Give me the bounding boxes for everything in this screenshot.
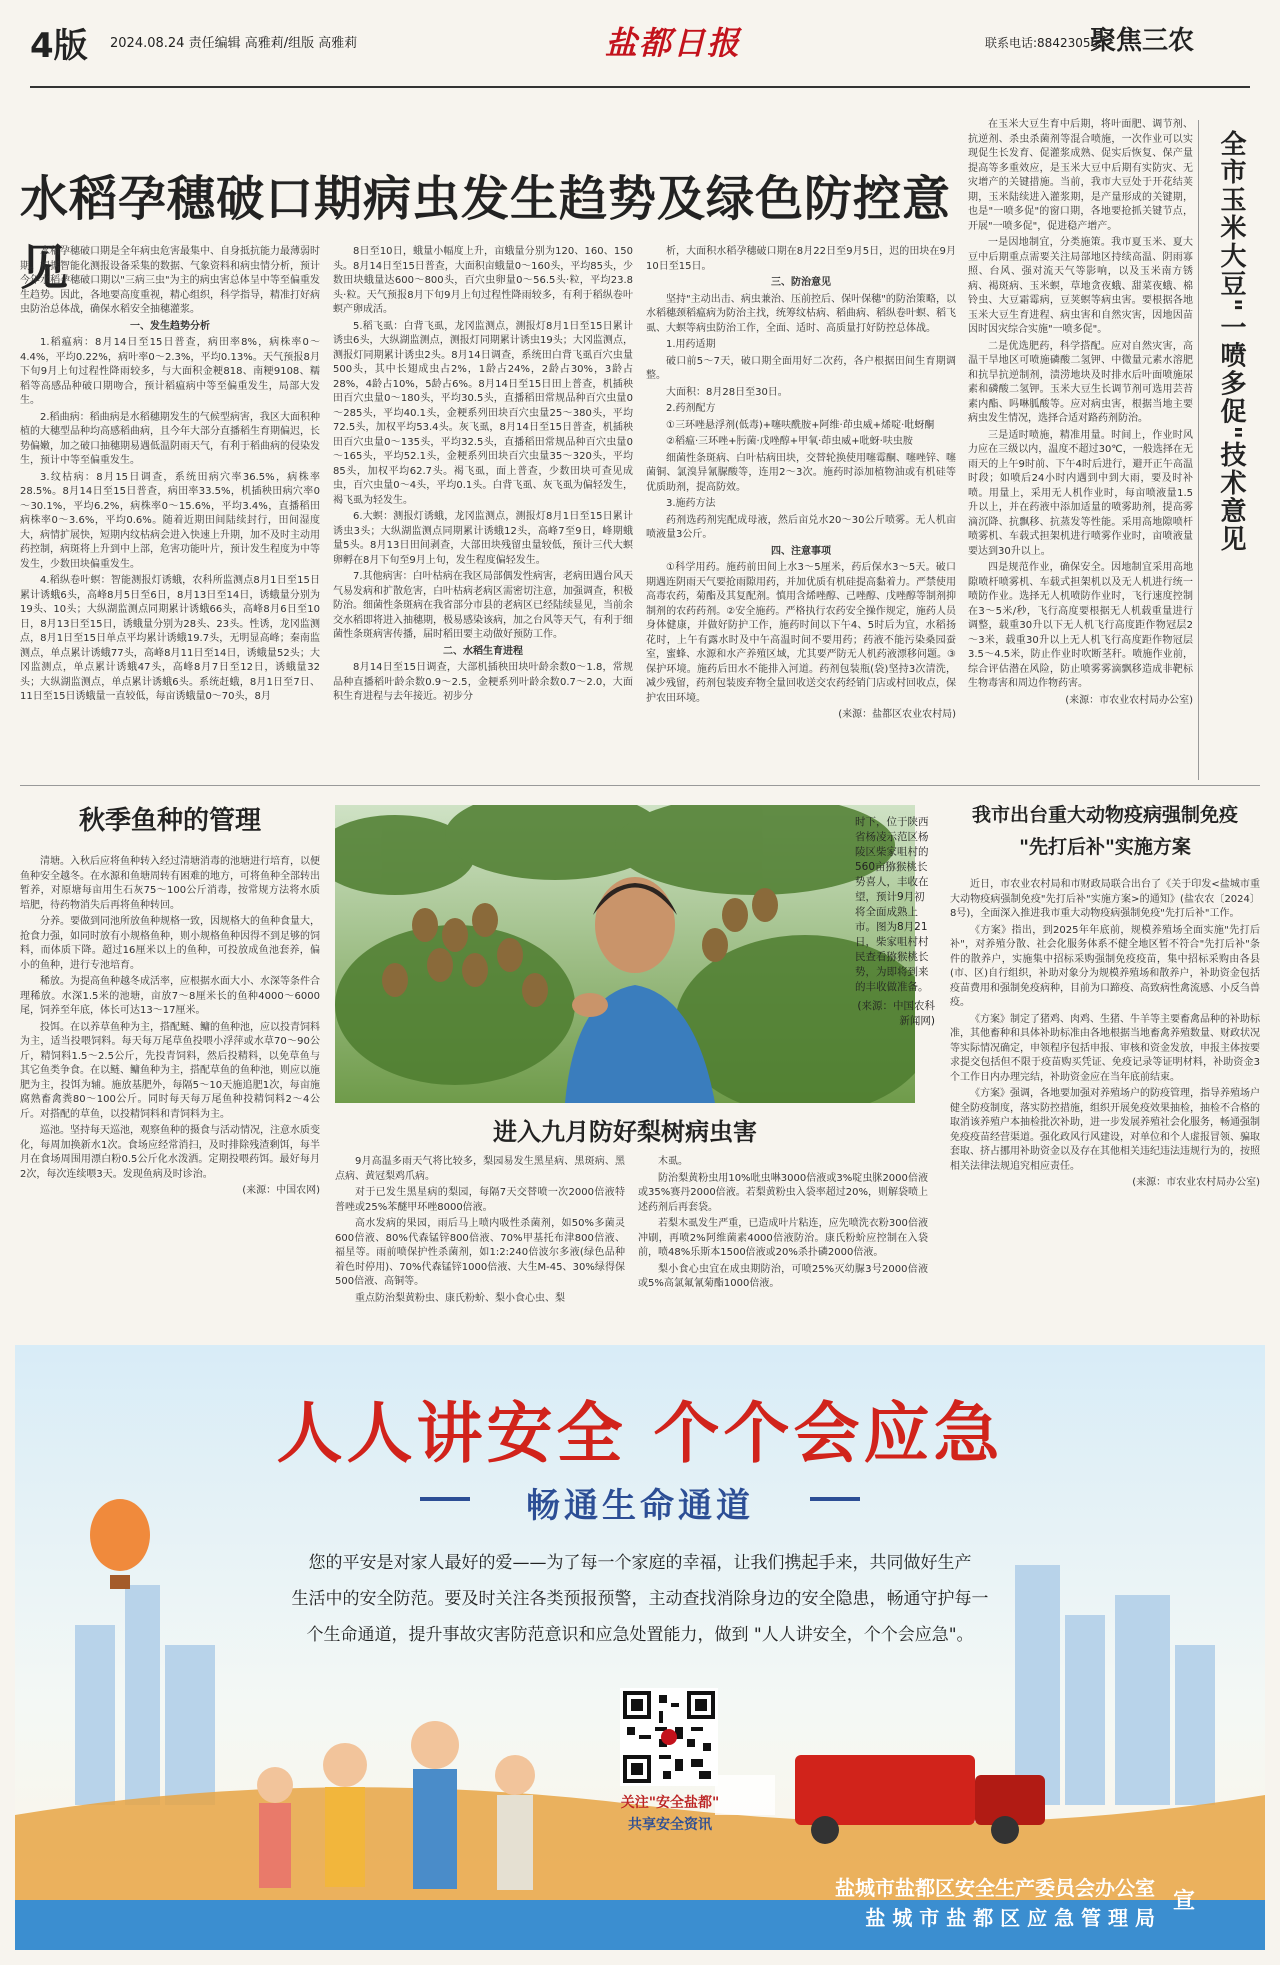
vaccine-article-title-1: 我市出台重大动物疫病强制免疫 [971, 804, 1238, 826]
paragraph: 3.纹枯病：8月15日调查，系统田病穴率36.5%，病株率28.5%。8月14日至15日普查，病田率33.5%，机插秧田病穴率0～30.1%，平均6.2%，病株率0～15.6%，平均3.4%，直播稻田病株率0～3.6%，平均0.6%。随着近期田间陆续封行，田间湿度大，病情扩展快，短期内纹枯病会进入快速上升期，加不及时主动用药控制，病斑将上升到中上部，危害功能叶片，预计发生程度为中等发生，少数田块偏重发生。 [20, 471, 320, 570]
paragraph: 稀放。为提高鱼种越冬成活率，应根据水面大小、水深等条件合理稀放。水深1.5米的池塘，亩放7～8厘米长的鱼种4000～6000尾，饲养至年底，体长可达13～17厘米。 [20, 976, 320, 1016]
paragraph: 6.大螟：测报灯诱蛾，龙冈监测点，测报灯8月1日至15日累计诱虫3头；大纵湖监测点同期累计诱蛾12头，高峰7至9日，峰期蛾量5头。8月13日田间剥查，大部田块残留虫量较低，预计三代大螟卵孵在8月下旬至9月上旬，发生程度偏轻发生。 [333, 511, 633, 566]
banner-title: 人人讲安全 个个会应急 [276, 1395, 1004, 1472]
banner-signature [835, 1873, 1195, 1933]
header-rule [30, 86, 1250, 88]
banner-follow-line-1: 关注"安全盐都" [620, 1795, 720, 1811]
contact-phone: 联系电话:88423056 [985, 36, 1099, 50]
main-article-title: 水稻孕穗破口期病虫发生趋势及绿色防控意见 [20, 171, 952, 296]
paragraph: 2.药剂配方 [666, 403, 716, 414]
pear-article-title: 进入九月防好梨树病虫害 [493, 1118, 757, 1146]
paragraph: 梨小食心虫宜在成虫期防治，可喷25%灭幼脲3号2000倍液或5%高氯氟氰菊酯1000倍液。 [638, 1263, 928, 1289]
article-source: (来源：市农业农村局办公室) [1065, 694, 1193, 706]
article-source: (来源：盐都区农业农村局) [838, 709, 956, 720]
section-heading: 一、发生趋势分析 [130, 320, 210, 332]
editor-meta: 2024.08.24 责任编辑 高雅莉/组版 高雅莉 [110, 36, 358, 51]
paragraph: 3.施药方法 [666, 498, 716, 509]
banner-body [240, 1545, 1040, 1653]
vaccine-article-body [950, 878, 1260, 1328]
pear-article-column-1 [335, 1155, 625, 1330]
paragraph: 4.稻纵卷叶螟：智能测报灯诱蛾，农科所监测点8月1日至15日累计诱蛾6头，高峰8月5日至6日，8月13日至14日，诱蛾量分别为19头、10头；大纵湖监测点同期累计诱蛾66头，高峰8月6日至10日，8月13日至15日，诱蛾量分别为28头、23头。性诱，龙冈监测点，8月1日至15日单点平均累计诱蛾19.7头，无明显高峰；秦南监测点，单点累计诱蛾77头，高峰8月11日至14日，诱蛾量52头；大冈监测点，单点累计诱蛾47头，高峰8月7日至12日，诱蛾量32头；大纵湖监测点，单点累计诱蛾6头。系统赶蛾，8月1日至7日、11日至15日诱蛾量一直较低，每亩诱蛾量0～70头，8月 [20, 575, 320, 702]
section-name: 聚焦三农 [1090, 26, 1195, 56]
paragraph: 三是适时喷施，精准用量。时间上，作业时风力应在三级以内，温度不超过30℃，一般选择在无雨天的上午9时前、下午4时后进行，避开正午高温时段；如喷后24小时内遇到中到大雨，要及时补喷。用量上，采用无人机作业时，每亩喷液量1.5升以上，并在药液中添加适量的喷雾助剂，提高雾滴沉降、抗飘移、抗蒸发等性能。采用高地隙喷杆喷雾机、车载式担架机进行喷雾作业时，亩喷液量要达到30升以上。 [968, 429, 1193, 557]
section-heading: 四、注意事项 [771, 545, 831, 557]
paragraph: 投饵。在以养草鱼种为主，搭配鲢、鳙的鱼种池，应以投青饲料为主，适当投喂饲料。每天每万尾草鱼投喂小浮萍或水草70～90公斤，精饲料1.5～2.5公斤，先投青饲料，然后投精料，以免草鱼与其它鱼类争食。在以鲢、鳙鱼种为主，搭配草鱼的鱼种池，则应以施肥为主，投饵为辅。施放基肥外，每隔5～10天施追肥1次，每亩施腐熟畜禽粪80～100公斤。同时每天每万尾鱼种投精饲料2～4公斤。对搭配的草鱼，以投精饲料和青饲料为主。 [20, 1021, 320, 1120]
paragraph: 《方案》指出，到2025年年底前，规模养殖场全面实施"先打后补"，对养殖分散、社会化服务体系不健全地区暂不符合"先打后补"条件的散养户，实施集中招标采购强制免疫疫苗，集中招标采购由各县(市、区)自行组织，补助对象分为规模养殖场和散养户，补助资金包括疫苗费用和强制免疫病种，目前为口蹄疫、高致病性禽流感、小反刍兽疫。 [950, 924, 1260, 1008]
vaccine-article-title-2: "先打后补"实施方案 [1019, 836, 1191, 858]
main-article-column-3 [646, 245, 956, 760]
pear-article-column-2 [638, 1155, 928, 1330]
paragraph: 清塘。入秋后应将鱼种转入经过清塘消毒的池塘进行培育，以便鱼种安全越冬。在水源和鱼塘周转有困难的地方，可将鱼种全部转出暂养，对原塘每亩用生石灰75～100公斤消毒，按常规方法将水质培肥，待药物消失后再将鱼种转回。 [20, 856, 320, 911]
paragraph: 在玉米大豆生育中后期，将叶面肥、调节剂、抗逆剂、杀虫杀菌剂等混合喷施，一次作业可以实现促生长发育、促灌浆成熟、促实后恢复、保产量提高等多重效应，是玉米大豆中后期有实防灾、无灾增产的关键措施。当前，我市大豆处于开花结荚期，玉米陆续进入灌浆期，是产量形成的关键期，也是"一喷多促"的窗口期，各地要抢抓关键节点，开展"一喷多促"，促进稳产增产。 [968, 119, 1193, 232]
banner-body-line-1: 您的平安是对家人最好的爱——为了每一个家庭的幸福，让我们携起手来，共同做好生产 [308, 1553, 972, 1573]
paragraph: ①三环唑悬浮剂(低毒)+噻呋酰胺+阿维·茚虫威+烯啶·吡蚜酮 [666, 419, 935, 431]
qr-code-icon [623, 1691, 715, 1783]
paragraph: 7.其他病害：白叶枯病在我区局部偶发性病害，老病田遇台风天气易发病和扩散危害，白叶枯病老病区需密切注意，加强调查，积极防治。细菌性条斑病在我省部分市县的老病区已经陆续显见，当前余交水稻即将进入抽穗期，极易感染该病，加之台风等天气，有利于细菌性条斑病害传播，届时稻田要主动做好预防工作。 [333, 571, 633, 640]
paragraph: 二是优选肥药，科学搭配。应对自然灾害，高温干旱地区可喷施磷酸二氢钾、中微量元素水溶肥和抗旱抗逆制剂，渍涝地块及时排水后叶面喷施尿素和磷酸二氢钾。玉米大豆生长调节剂可选用芸苔素内酯、吗啉胍酸等。应对病虫害，根据当地主要病虫发生情况，选择合适对路药剂防治。 [968, 340, 1193, 424]
newspaper-logo: 盐都日报 [605, 24, 742, 62]
paragraph: 对于已发生黑星病的梨园，每隔7天交替喷一次2000倍液特普唑或25%苯醚甲环唑8000倍液。 [335, 1187, 625, 1213]
paragraph: 2.稻曲病：稻曲病是水稻穗期发生的气候型病害，我区大面积种植的大穗型品种均高感稻曲病，且今年大部分直播稻生育期偏迟，长势偏嫩，加之破口抽穗期易遇低温阴雨天气，有利于稻曲病的侵染发生，预计中等至偏重发生。 [20, 411, 320, 466]
article-source: (来源：市农业农村局办公室) [1132, 1177, 1260, 1188]
paragraph: 重点防治梨黄粉虫、康氏粉蚧、梨小食心虫、梨 [355, 1292, 565, 1304]
paragraph: ②稻瘟·三环唑+肟菌·戊唑醇+甲氧·茚虫威+吡蚜·呋虫胺 [666, 436, 913, 447]
paragraph: 近日，市农业农村局和市财政局联合出台了《关于印发<盐城市重大动物疫病强制免疫"先打后补"实施方案>的通知》(盐农农〔2024〕8号)，全面深入推进我市重大动物疫病强制免疫"先打后补"工作。 [950, 879, 1260, 919]
main-article-column-2 [333, 245, 633, 760]
section-heading: 三、防治意见 [771, 277, 831, 288]
paragraph: 巡池。坚持每天巡池，观察鱼种的摄食与活动情况，注意水质变化，每周加换新水1次。食场应经常消扫，及时排除残渣剩饵，每半月在食场周围用漂白粉0.5公斤化水泼洒。定期投喂药饵。最好每月2次，每次连续喂3天。发现鱼病及时诊治。 [20, 1125, 320, 1180]
paragraph: ①科学用药。施药前田间上水3～5厘米，药后保水3～5天。破口期遇连阴雨天气要抢雨隙用药，并加优质有机硅提高黏着力。严禁使用高毒农药，菊酯及其复配剂。慎用含烯唑醇、己唑醇、戊唑醇等制剂抑制剂的农药药剂。②安全施药。严格执行农药安全操作规定，施药人员身体健康，并做好防护工作，施药时间以下午4、5时后为宜，水稻扬花时，上午有露水时及中午高温时间不要用药；药液不能污染桑园蚕室，蜜蜂、水源和水产养殖区域，尤其要严防无人机药液漂移问题。③保护环境。施药后田水不能排入河道。药剂包装瓶(袋)坚持3次清洗，减少残留，药剂包装废弃物全量回收送交农药经销门店或村回收点，保护农田环境。 [646, 562, 956, 704]
qr-code[interactable] [620, 1688, 718, 1786]
paragraph: 药剂选药剂宪配成母液，然后亩兑水20～30公斤喷雾。无人机亩喷液量3公斤。 [646, 514, 956, 540]
paragraph: 高水发病的果园，雨后马上喷内吸性杀菌剂，如50%多菌灵600倍液、80%代森锰锌800倍液、70%甲基托布津800倍液、福星等。雨前喷保护性杀菌剂，如1:2:240倍波尔多液(绿色品种着色时停用)、70%代森锰锌1000倍液、大生M-45、30%绿得保500倍液、高铜等。 [335, 1218, 625, 1287]
kiwi-farmer-image [335, 805, 915, 1103]
paragraph: 防治梨黄粉虫用10%吡虫啉3000倍液或3%啶虫脒2000倍液或35%赛丹2000倍液。若梨黄粉虫入袋率超过20%，则解袋喷上述药剂后再套袋。 [638, 1172, 928, 1213]
section-divider [20, 785, 1260, 786]
banner-body-line-3: 个生命通道，提升事故灾害防范意识和应急处置能力，做到 "人人讲安全，个个会应急"。 [306, 1625, 974, 1645]
banner-sign-suffix: 宣 [1172, 1889, 1195, 1914]
paragraph: 一是因地制宜，分类施策。我市夏玉米、夏大豆中后期重点需要关注局部地区持续高温、阴雨寡照、台风、强对流天气等影响，以及玉米南方锈病、褐斑病、玉米螟，草地贪夜蛾、甜菜夜蛾、棉铃虫、大豆霜霉病，豆荚螟等病虫害。要根据各地玉米大豆生育进程、病虫害和自然灾害，因地因苗因时因灾综合实施"一喷多促"。 [968, 237, 1193, 335]
paragraph: 木虱。 [658, 1156, 688, 1167]
banner-follow [560, 1792, 780, 1836]
paragraph: 1.稻瘟病：8月14日至15日普查，病田率8%，病株率0～4.4%，平均0.22%，病叶率0～2.3%，平均0.13%。天气预报8月下旬9月上旬过程性降雨较多，与大面积金粳818、南粳9108、糯稻等高感品种破口期吻合，预计稻瘟病中等至偏重发生，局部大发生。 [20, 337, 320, 406]
autumn-article-title: 秋季鱼种的管理 [78, 806, 261, 836]
right-column-divider [1198, 120, 1199, 780]
banner-follow-line-2: 共享安全资讯 [628, 1817, 712, 1833]
banner-body-line-2: 生活中的安全防范。要及时关注各类预报预警，主动查找消除身边的安全隐患，畅通守护每一 [291, 1589, 989, 1609]
paragraph: 8月14日至15日调查，大部机插秧田块叶龄余数0～1.8，常规品种直播稻叶龄余数0.9～2.5，金粳系列叶龄余数0.7～2.0，大面积生育进程与去年接近。初步分 [333, 662, 633, 702]
banner-sign-line-1: 盐城市盐都区安全生产委员会办公室 [835, 1876, 1155, 1900]
main-article-column-1 [20, 245, 320, 760]
edition-number: 4版 [30, 26, 88, 66]
paragraph: 8日至10日，蛾量小幅度上升，亩蛾量分别为120、160、150头。8月14日至15日普查，大面积亩蛾量0～160头，平均85头，少数田块蛾量达600～800头，百穴虫卵量0～56.5头·粒，平均23.8头·粒。天气预报8月下旬9月上旬过程性降雨较多，有利于稻纵卷叶螟产卵成活。 [333, 246, 633, 315]
paragraph: 大面积：8月28日至30日。 [666, 386, 788, 398]
paragraph: 析，大面积水稻孕穗破口期在8月22日至9月5日，迟的田块在9月10日至15日。 [646, 246, 956, 272]
paragraph: 9月高温多雨天气将比较多，梨园易发生黑星病、黑斑病、黑点病、黄冠梨鸡爪病。 [335, 1156, 625, 1182]
paragraph: 1.用药适期 [666, 339, 716, 350]
photo-caption-text: 时下，位于陕西省杨凌示范区杨陵区柴家咀村的560亩猕猴桃长势喜人，丰收在望，预计9月初将全面成熟上市。图为8月21日，柴家咀村村民查看猕猴桃长势，为即将到来的丰收做准备。 [855, 816, 929, 993]
banner-sign-line-2: 盐 城 市 盐 都 区 应 急 管 理 局 [865, 1906, 1155, 1930]
paragraph: 《方案》强调，各地要加强对养殖场户的防疫管理，指导养殖场户健全防疫制度，落实防控措施，组织开展免疫效果抽检，抽检不合格的取消该养殖户本抽检批次补助，进一步发展养殖社会化服务，畅通强制免疫疫苗经营渠道。强化政风行风建设，对单位和个人虚报冒领、骗取套取、挤占挪用补助资金以及存在其他相关违纪违法违规行为的，按照相关法律法规追究相应责任。 [950, 1088, 1260, 1172]
paragraph: 5.稻飞虱：白背飞虱，龙冈监测点，测报灯8月1日至15日累计诱虫6头，大纵湖监测点，测报灯同期累计诱虫19头；大冈监测点，测报灯同期累计诱虫2头。8月14日调查，系统田白背飞虱百穴虫量500头，其中长翅成虫占2%，1龄占24%，2龄占30%，3龄占28%，4龄占10%，5龄占6%。8月14日至15日田上普查，机插秧田百穴虫量0～180头，平均30.5头，直播稻田常规品种百穴虫量0～285头，平均40.1头，金粳系列田块百穴虫量25～380头，平均72.5头，加权平均53.4头。灰飞虱，8月14日至15日普查，机插秧田百穴虫量0～135头，平均32.5头，直播稻田常规品种百穴虫量0～165头，平均52.1头，金粳系列田块百穴虫量35～320头，平均85头，加权平均62.7头。褐飞虱，面上普查，少数田块可查见成虫，百穴虫量0～4头，平均0.1头。白背飞虱、灰飞虱为偏轻发生，褐飞虱为轻发生。 [333, 320, 633, 506]
section-heading: 二、水稻生育进程 [443, 645, 523, 657]
right-article-title: 全市玉米大豆"一喷多促"技术意见 [1216, 130, 1246, 554]
photo-credit: (来源：中国农科新闻网) [857, 1000, 935, 1027]
page-header [30, 10, 1250, 90]
paragraph: 细菌性条斑病、白叶枯病田块，交替轮换使用噻霉酮、噻唑锌、噻菌铜、氯溴异氰脲酸等，连用2～3次。施药时添加植物油或有机硅等优质助剂，提高防效。 [646, 452, 956, 493]
paragraph: 坚持"主动出击、病虫兼治、压前控后、保叶保穗"的防治策略，以水稻穗颈稻瘟病为防治主找，统筹纹枯病、稻曲病、稻纵卷叶螟、稻飞虱、大螟等病虫防治工作，全面、适时、高质量打好防控总体战。 [646, 293, 956, 334]
article-source: (来源：中国农网) [242, 1185, 320, 1196]
paragraph: 水稻孕穗破口期是全年病虫危害最集中、自身抵抗能力最薄弱时期。根据智能化测报设备采集的数据、气象资料和病虫情分析，预计今年水稻孕穗破口期以"三病三虫"为主的病虫害总体呈中等至偏重发生趋势。因此，各地要高度重视，精心组织，科学指导，精准打好病虫防治总体战，确保水稻安全抽穗灌浆。 [20, 246, 320, 315]
paragraph: 破口前5～7天，破口期全面用好二次药，各户根据田间生育期调整。 [646, 355, 956, 381]
paragraph: 四是规范作业，确保安全。因地制宜采用高地隙喷杆喷雾机、车载式担架机以及无人机进行统一喷防作业。选择无人机喷防作业时，飞行速度控制在3～5米/秒，飞行高度要根据无人机载重量进行调整，载重30升以下无人机飞行高度距作物冠层2～3米，载重30升以上无人机飞行高度距作物冠层3.5～4.5米，防止作业时吹断茎秆。喷施作业前，综合评估潜在风险，防止喷雾雾滴飘移造成非靶标生物毒害和周边作物药害。 [968, 562, 1193, 689]
photo-caption [855, 815, 935, 1029]
right-article-body [968, 118, 1193, 783]
paragraph: 分养。要做到同池所放鱼种规格一致，因规格大的鱼种食量大，抢食力强，如同时放有小规格鱼种，则小规格鱼种因得不到足够的饲料，而体质下降。超过16厘米以上的鱼种，可投放成鱼池套养，偏小的鱼种，进行专池培育。 [20, 916, 320, 971]
autumn-article-body [20, 855, 320, 1325]
paragraph: 《方案》制定了猪鸡、肉鸡、生猪、牛羊等主要畜禽品种的补助标准，其他畜种和具体补助标准由各地根据当地畜禽养殖数量、财政状况等实际情况确定，申领程序包括申报、审核和资金发放，申报主体按要求提交包括但不限于疫苗购买凭证、免疫记录等证明材料，补助资金3个工作日内办理完结，补助资金应在当年底前结束。 [950, 1013, 1260, 1083]
kiwi-photo [335, 805, 915, 1103]
banner-subtitle: 畅通生命通道 [526, 1486, 754, 1526]
paragraph: 若梨木虱发生严重，已造成叶片粘连，应先喷洗衣粉300倍液冲刷，再喷2%阿维菌素4000倍液防治。康氏粉蚧应控制在入袋前，喷48%乐斯本1500倍液或20%杀扑磷2000倍液。 [638, 1218, 928, 1258]
